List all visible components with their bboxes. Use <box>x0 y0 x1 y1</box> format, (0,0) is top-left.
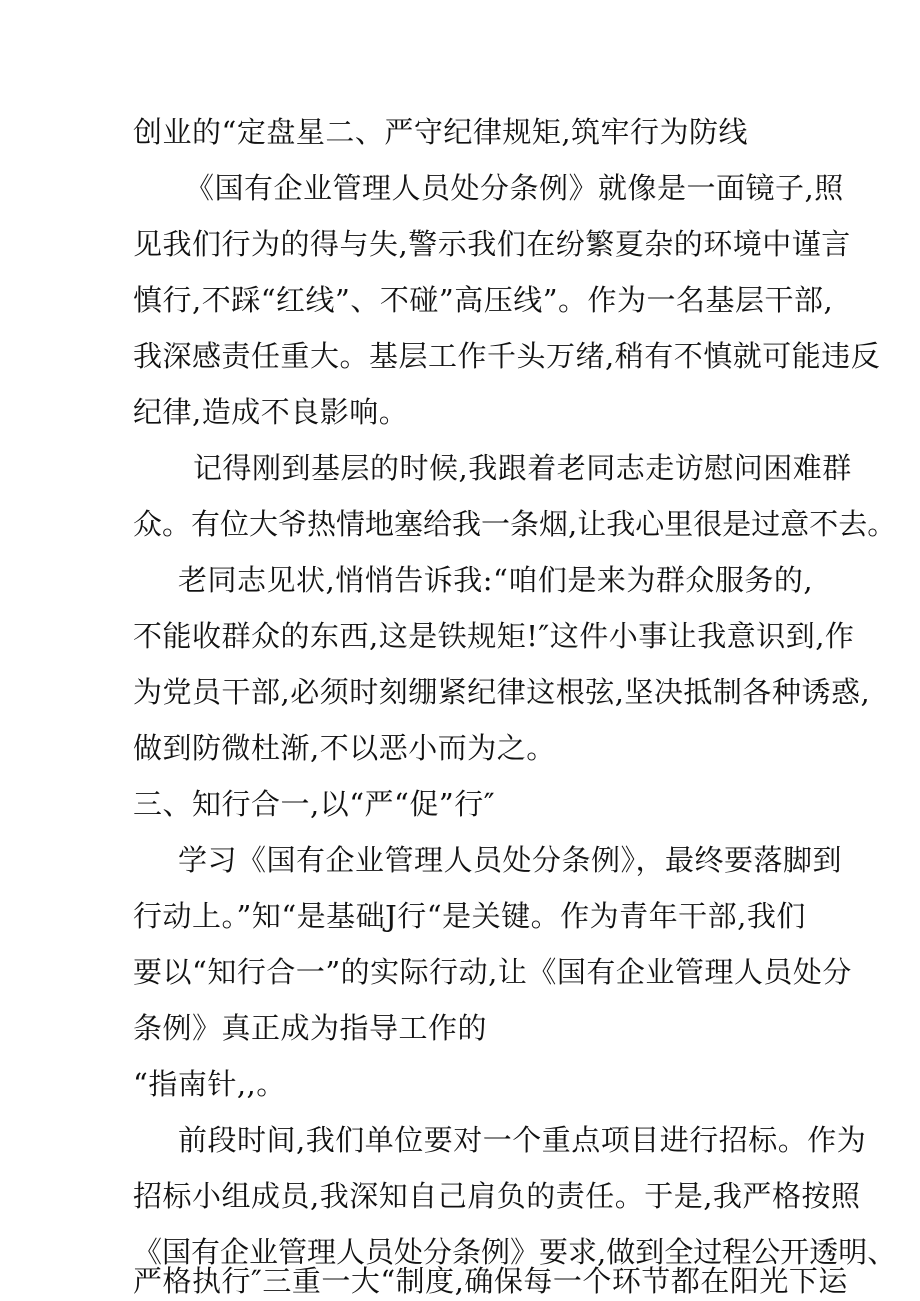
text-line: 前段时间,我们单位要对一个重点项目进行招标。作为 <box>178 1123 867 1157</box>
text-line: 纪律,造成不良影响。 <box>133 395 409 429</box>
text-line: 慎行,不踩“红线”、不碰”高压线”。作为一名基层干部, <box>133 283 834 317</box>
text-line: 众。有位大爷热情地塞给我一条烟,让我心里很是过意不去。 <box>133 507 897 541</box>
text-line: 严格执行″三重一大“制度,确保每一个环节都在阳光下运 <box>133 1264 848 1298</box>
text-line: 记得刚到基层的时候,我跟着老同志走访慰问困难群 <box>193 451 852 485</box>
text-line: 学习《国有企业管理人员处分条例》，最终要落脚到 <box>178 843 843 877</box>
text-line: 为党员干部,必须时刻绷紧纪律这根弦,坚决抵制各种诱惑, <box>133 675 871 709</box>
text-line: 招标小组成员,我深知自己肩负的责任。于是,我严格按照 <box>133 1179 861 1213</box>
text-line: “指南针,,。 <box>133 1067 286 1101</box>
text-line: 要以“知行合一”的实际行动,让《国有企业管理人员处分 <box>133 955 852 989</box>
text-line: 条例》真正成为指导工作的 <box>133 1011 488 1045</box>
text-line: 做到防微杜渐,不以恶小而为之。 <box>133 731 556 765</box>
text-line: 不能收群众的东西,这是铁规矩!″这件小事让我意识到,作 <box>133 619 855 653</box>
section-heading: 三、知行合一,以“严“促”行″ <box>133 787 496 821</box>
text-line: 老同志见状,悄悄告诉我:“咱们是来为群众服务的, <box>178 563 814 597</box>
text-line: 我深感责任重大。基层工作千头万绪,稍有不慎就可能违反 <box>133 339 881 373</box>
text-line: 《国有企业管理人员处分条例》就像是一面镜子,照 <box>185 171 844 205</box>
text-line: 创业的“定盘星二、严守纪律规矩,筑牢行为防线 <box>133 115 749 149</box>
text-line: 见我们行为的得与失,警示我们在纷繁夏杂的环境中谨言 <box>133 227 851 261</box>
text-line: 行动上。”知“是基础J行“是关键。作为青年干部,我们 <box>133 899 806 933</box>
text-line: 《国有企业管理人员处分条例》要求,做到全过程公开透明、 <box>133 1235 897 1269</box>
